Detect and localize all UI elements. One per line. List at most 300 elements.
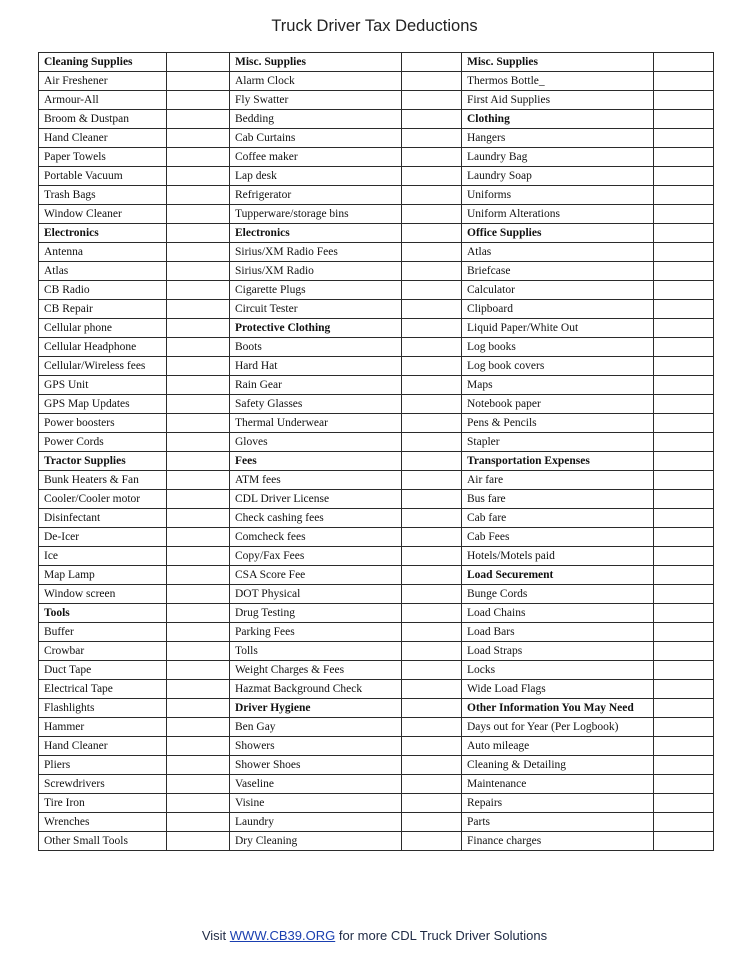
- empty-amount-cell: [402, 680, 462, 699]
- table-row: [39, 604, 714, 623]
- category-header-cell: Load Securement: [462, 566, 654, 585]
- table-row: [39, 53, 714, 72]
- empty-amount-cell: [654, 623, 714, 642]
- item-cell: Safety Glasses: [230, 395, 402, 414]
- item-cell: Cab fare: [462, 509, 654, 528]
- empty-amount-cell: [654, 661, 714, 680]
- empty-amount-cell: [167, 72, 230, 91]
- item-cell: Thermal Underwear: [230, 414, 402, 433]
- empty-amount-cell: [402, 300, 462, 319]
- item-cell: Parts: [462, 813, 654, 832]
- empty-amount-cell: [167, 680, 230, 699]
- table-row: [39, 110, 714, 129]
- item-cell: Hard Hat: [230, 357, 402, 376]
- empty-amount-cell: [402, 509, 462, 528]
- item-cell: Maintenance: [462, 775, 654, 794]
- item-cell: Tupperware/storage bins: [230, 205, 402, 224]
- item-cell: Days out for Year (Per Logbook): [462, 718, 654, 737]
- footer-prefix: Visit: [201, 928, 230, 943]
- item-cell: Antenna: [39, 243, 167, 262]
- empty-amount-cell: [654, 604, 714, 623]
- table-row: [39, 813, 714, 832]
- table-row: [39, 338, 714, 357]
- empty-amount-cell: [167, 471, 230, 490]
- empty-amount-cell: [167, 205, 230, 224]
- category-header-cell: Fees: [230, 452, 402, 471]
- empty-amount-cell: [167, 167, 230, 186]
- item-cell: Bunk Heaters & Fan: [39, 471, 167, 490]
- table-row: [39, 452, 714, 471]
- item-cell: Bunge Cords: [462, 585, 654, 604]
- item-cell: Uniforms: [462, 186, 654, 205]
- item-cell: Circuit Tester: [230, 300, 402, 319]
- item-cell: Refrigerator: [230, 186, 402, 205]
- empty-amount-cell: [402, 718, 462, 737]
- item-cell: Cab Curtains: [230, 129, 402, 148]
- table-row: [39, 205, 714, 224]
- item-cell: Cigarette Plugs: [230, 281, 402, 300]
- item-cell: CB Repair: [39, 300, 167, 319]
- empty-amount-cell: [167, 528, 230, 547]
- empty-amount-cell: [654, 452, 714, 471]
- category-header-cell: Misc. Supplies: [462, 53, 654, 72]
- empty-amount-cell: [167, 262, 230, 281]
- category-header-cell: Cleaning Supplies: [39, 53, 167, 72]
- item-cell: Portable Vacuum: [39, 167, 167, 186]
- document-title: Truck Driver Tax Deductions: [271, 17, 478, 35]
- item-cell: Paper Towels: [39, 148, 167, 167]
- empty-amount-cell: [654, 262, 714, 281]
- item-cell: Maps: [462, 376, 654, 395]
- item-cell: GPS Map Updates: [39, 395, 167, 414]
- table-row: [39, 281, 714, 300]
- item-cell: DOT Physical: [230, 585, 402, 604]
- category-header-cell: Tractor Supplies: [39, 452, 167, 471]
- empty-amount-cell: [654, 357, 714, 376]
- empty-amount-cell: [654, 471, 714, 490]
- empty-amount-cell: [654, 224, 714, 243]
- table-row: [39, 357, 714, 376]
- item-cell: CDL Driver License: [230, 490, 402, 509]
- empty-amount-cell: [402, 129, 462, 148]
- empty-amount-cell: [654, 832, 714, 851]
- item-cell: Log books: [462, 338, 654, 357]
- item-cell: Other Small Tools: [39, 832, 167, 851]
- empty-amount-cell: [167, 300, 230, 319]
- table-row: [39, 832, 714, 851]
- empty-amount-cell: [402, 585, 462, 604]
- item-cell: Crowbar: [39, 642, 167, 661]
- table-row: [39, 471, 714, 490]
- empty-amount-cell: [402, 604, 462, 623]
- empty-amount-cell: [654, 528, 714, 547]
- empty-amount-cell: [402, 72, 462, 91]
- empty-amount-cell: [402, 813, 462, 832]
- empty-amount-cell: [167, 585, 230, 604]
- table-row: [39, 490, 714, 509]
- table-row: [39, 167, 714, 186]
- item-cell: Hand Cleaner: [39, 737, 167, 756]
- empty-amount-cell: [167, 243, 230, 262]
- empty-amount-cell: [167, 756, 230, 775]
- table-row: [39, 642, 714, 661]
- item-cell: Cab Fees: [462, 528, 654, 547]
- category-header-cell: Tools: [39, 604, 167, 623]
- empty-amount-cell: [402, 205, 462, 224]
- item-cell: Hazmat Background Check: [230, 680, 402, 699]
- empty-amount-cell: [402, 319, 462, 338]
- item-cell: GPS Unit: [39, 376, 167, 395]
- item-cell: Pliers: [39, 756, 167, 775]
- empty-amount-cell: [167, 718, 230, 737]
- item-cell: Drug Testing: [230, 604, 402, 623]
- item-cell: Calculator: [462, 281, 654, 300]
- empty-amount-cell: [402, 395, 462, 414]
- item-cell: Laundry Bag: [462, 148, 654, 167]
- empty-amount-cell: [167, 414, 230, 433]
- empty-amount-cell: [654, 490, 714, 509]
- item-cell: Auto mileage: [462, 737, 654, 756]
- empty-amount-cell: [167, 148, 230, 167]
- empty-amount-cell: [167, 357, 230, 376]
- item-cell: CSA Score Fee: [230, 566, 402, 585]
- item-cell: Check cashing fees: [230, 509, 402, 528]
- table-row: [39, 148, 714, 167]
- table-row: [39, 718, 714, 737]
- empty-amount-cell: [167, 547, 230, 566]
- table-row: [39, 680, 714, 699]
- empty-amount-cell: [167, 623, 230, 642]
- empty-amount-cell: [402, 91, 462, 110]
- empty-amount-cell: [402, 53, 462, 72]
- empty-amount-cell: [402, 452, 462, 471]
- item-cell: Cellular/Wireless fees: [39, 357, 167, 376]
- item-cell: Weight Charges & Fees: [230, 661, 402, 680]
- empty-amount-cell: [402, 262, 462, 281]
- deductions-table-body: [39, 53, 714, 851]
- table-row: [39, 699, 714, 718]
- empty-amount-cell: [402, 775, 462, 794]
- table-row: [39, 433, 714, 452]
- empty-amount-cell: [654, 414, 714, 433]
- category-header-cell: Electronics: [39, 224, 167, 243]
- item-cell: Window screen: [39, 585, 167, 604]
- item-cell: Cellular phone: [39, 319, 167, 338]
- table-row: [39, 129, 714, 148]
- empty-amount-cell: [402, 642, 462, 661]
- empty-amount-cell: [402, 528, 462, 547]
- item-cell: Ice: [39, 547, 167, 566]
- item-cell: Alarm Clock: [230, 72, 402, 91]
- empty-amount-cell: [167, 224, 230, 243]
- empty-amount-cell: [654, 718, 714, 737]
- empty-amount-cell: [654, 91, 714, 110]
- table-row: [39, 72, 714, 91]
- empty-amount-cell: [402, 471, 462, 490]
- table-row: [39, 547, 714, 566]
- item-cell: Window Cleaner: [39, 205, 167, 224]
- empty-amount-cell: [167, 661, 230, 680]
- empty-amount-cell: [402, 338, 462, 357]
- item-cell: Power Cords: [39, 433, 167, 452]
- item-cell: Duct Tape: [39, 661, 167, 680]
- category-header-cell: Office Supplies: [462, 224, 654, 243]
- item-cell: Disinfectant: [39, 509, 167, 528]
- item-cell: Comcheck fees: [230, 528, 402, 547]
- empty-amount-cell: [654, 737, 714, 756]
- empty-amount-cell: [402, 110, 462, 129]
- empty-amount-cell: [402, 699, 462, 718]
- item-cell: Load Straps: [462, 642, 654, 661]
- item-cell: Armour-All: [39, 91, 167, 110]
- empty-amount-cell: [167, 699, 230, 718]
- empty-amount-cell: [167, 642, 230, 661]
- empty-amount-cell: [402, 756, 462, 775]
- item-cell: Lap desk: [230, 167, 402, 186]
- empty-amount-cell: [654, 395, 714, 414]
- item-cell: Pens & Pencils: [462, 414, 654, 433]
- item-cell: Visine: [230, 794, 402, 813]
- table-row: [39, 585, 714, 604]
- empty-amount-cell: [654, 53, 714, 72]
- empty-amount-cell: [654, 642, 714, 661]
- item-cell: Fly Swatter: [230, 91, 402, 110]
- empty-amount-cell: [402, 224, 462, 243]
- category-header-cell: Other Information You May Need: [462, 699, 654, 718]
- item-cell: Laundry Soap: [462, 167, 654, 186]
- item-cell: Screwdrivers: [39, 775, 167, 794]
- item-cell: Laundry: [230, 813, 402, 832]
- category-header-cell: Clothing: [462, 110, 654, 129]
- item-cell: Showers: [230, 737, 402, 756]
- empty-amount-cell: [654, 167, 714, 186]
- empty-amount-cell: [402, 794, 462, 813]
- table-row: [39, 224, 714, 243]
- item-cell: Broom & Dustpan: [39, 110, 167, 129]
- empty-amount-cell: [167, 91, 230, 110]
- item-cell: Bus fare: [462, 490, 654, 509]
- empty-amount-cell: [654, 376, 714, 395]
- empty-amount-cell: [167, 509, 230, 528]
- empty-amount-cell: [167, 186, 230, 205]
- empty-amount-cell: [167, 129, 230, 148]
- empty-amount-cell: [654, 338, 714, 357]
- item-cell: De-Icer: [39, 528, 167, 547]
- category-header-cell: Misc. Supplies: [230, 53, 402, 72]
- empty-amount-cell: [654, 110, 714, 129]
- item-cell: Liquid Paper/White Out: [462, 319, 654, 338]
- empty-amount-cell: [654, 319, 714, 338]
- empty-amount-cell: [402, 737, 462, 756]
- empty-amount-cell: [402, 623, 462, 642]
- empty-amount-cell: [402, 357, 462, 376]
- category-header-cell: Transportation Expenses: [462, 452, 654, 471]
- table-row: [39, 566, 714, 585]
- empty-amount-cell: [654, 794, 714, 813]
- empty-amount-cell: [402, 414, 462, 433]
- empty-amount-cell: [167, 794, 230, 813]
- item-cell: Trash Bags: [39, 186, 167, 205]
- table-row: [39, 243, 714, 262]
- empty-amount-cell: [167, 319, 230, 338]
- item-cell: Atlas: [39, 262, 167, 281]
- item-cell: Locks: [462, 661, 654, 680]
- item-cell: Wide Load Flags: [462, 680, 654, 699]
- empty-amount-cell: [654, 509, 714, 528]
- footer: [0, 928, 749, 943]
- empty-amount-cell: [167, 53, 230, 72]
- item-cell: Briefcase: [462, 262, 654, 281]
- empty-amount-cell: [654, 72, 714, 91]
- item-cell: Parking Fees: [230, 623, 402, 642]
- empty-amount-cell: [167, 490, 230, 509]
- table-row: [39, 91, 714, 110]
- item-cell: Shower Shoes: [230, 756, 402, 775]
- empty-amount-cell: [402, 186, 462, 205]
- empty-amount-cell: [167, 338, 230, 357]
- item-cell: Hand Cleaner: [39, 129, 167, 148]
- item-cell: Thermos Bottle_: [462, 72, 654, 91]
- empty-amount-cell: [654, 148, 714, 167]
- table-row: [39, 509, 714, 528]
- empty-amount-cell: [654, 205, 714, 224]
- table-row: [39, 794, 714, 813]
- empty-amount-cell: [654, 775, 714, 794]
- item-cell: Load Bars: [462, 623, 654, 642]
- empty-amount-cell: [654, 680, 714, 699]
- empty-amount-cell: [654, 300, 714, 319]
- empty-amount-cell: [654, 129, 714, 148]
- empty-amount-cell: [654, 813, 714, 832]
- table-row: [39, 661, 714, 680]
- item-cell: Ben Gay: [230, 718, 402, 737]
- empty-amount-cell: [654, 243, 714, 262]
- item-cell: CB Radio: [39, 281, 167, 300]
- category-header-cell: Driver Hygiene: [230, 699, 402, 718]
- item-cell: Sirius/XM Radio: [230, 262, 402, 281]
- item-cell: Clipboard: [462, 300, 654, 319]
- empty-amount-cell: [402, 547, 462, 566]
- item-cell: Stapler: [462, 433, 654, 452]
- category-header-cell: Electronics: [230, 224, 402, 243]
- item-cell: Boots: [230, 338, 402, 357]
- empty-amount-cell: [654, 186, 714, 205]
- item-cell: Buffer: [39, 623, 167, 642]
- empty-amount-cell: [654, 585, 714, 604]
- table-row: [39, 737, 714, 756]
- table-row: [39, 414, 714, 433]
- item-cell: Electrical Tape: [39, 680, 167, 699]
- item-cell: Hotels/Motels paid: [462, 547, 654, 566]
- empty-amount-cell: [167, 604, 230, 623]
- empty-amount-cell: [654, 699, 714, 718]
- empty-amount-cell: [402, 490, 462, 509]
- footer-suffix: for more CDL Truck Driver Solutions: [335, 928, 548, 943]
- item-cell: Vaseline: [230, 775, 402, 794]
- empty-amount-cell: [402, 661, 462, 680]
- empty-amount-cell: [167, 566, 230, 585]
- item-cell: Finance charges: [462, 832, 654, 851]
- item-cell: Atlas: [462, 243, 654, 262]
- empty-amount-cell: [167, 110, 230, 129]
- item-cell: Uniform Alterations: [462, 205, 654, 224]
- empty-amount-cell: [402, 832, 462, 851]
- empty-amount-cell: [167, 281, 230, 300]
- item-cell: Tolls: [230, 642, 402, 661]
- item-cell: Log book covers: [462, 357, 654, 376]
- empty-amount-cell: [654, 433, 714, 452]
- item-cell: Copy/Fax Fees: [230, 547, 402, 566]
- item-cell: Hangers: [462, 129, 654, 148]
- empty-amount-cell: [402, 376, 462, 395]
- item-cell: Rain Gear: [230, 376, 402, 395]
- item-cell: Sirius/XM Radio Fees: [230, 243, 402, 262]
- item-cell: Power boosters: [39, 414, 167, 433]
- empty-amount-cell: [167, 832, 230, 851]
- table-row: [39, 300, 714, 319]
- table-row: [39, 528, 714, 547]
- item-cell: Bedding: [230, 110, 402, 129]
- empty-amount-cell: [167, 376, 230, 395]
- empty-amount-cell: [402, 281, 462, 300]
- empty-amount-cell: [402, 566, 462, 585]
- item-cell: Cleaning & Detailing: [462, 756, 654, 775]
- empty-amount-cell: [167, 813, 230, 832]
- item-cell: Air fare: [462, 471, 654, 490]
- item-cell: First Aid Supplies: [462, 91, 654, 110]
- item-cell: Tire Iron: [39, 794, 167, 813]
- item-cell: Air Freshener: [39, 72, 167, 91]
- table-row: [39, 262, 714, 281]
- item-cell: Wrenches: [39, 813, 167, 832]
- category-header-cell: Protective Clothing: [230, 319, 402, 338]
- empty-amount-cell: [402, 433, 462, 452]
- empty-amount-cell: [402, 167, 462, 186]
- table-row: [39, 376, 714, 395]
- empty-amount-cell: [654, 547, 714, 566]
- footer-link[interactable]: WWW.CB39.ORG: [229, 928, 336, 943]
- empty-amount-cell: [167, 737, 230, 756]
- empty-amount-cell: [654, 566, 714, 585]
- table-row: [39, 395, 714, 414]
- item-cell: Flashlights: [39, 699, 167, 718]
- empty-amount-cell: [167, 395, 230, 414]
- item-cell: Notebook paper: [462, 395, 654, 414]
- empty-amount-cell: [167, 433, 230, 452]
- empty-amount-cell: [654, 756, 714, 775]
- empty-amount-cell: [167, 775, 230, 794]
- item-cell: Repairs: [462, 794, 654, 813]
- table-row: [39, 756, 714, 775]
- item-cell: Cellular Headphone: [39, 338, 167, 357]
- item-cell: Gloves: [230, 433, 402, 452]
- empty-amount-cell: [167, 452, 230, 471]
- item-cell: Map Lamp: [39, 566, 167, 585]
- item-cell: Hammer: [39, 718, 167, 737]
- empty-amount-cell: [402, 243, 462, 262]
- item-cell: Load Chains: [462, 604, 654, 623]
- table-row: [39, 623, 714, 642]
- deductions-table: [38, 52, 714, 851]
- item-cell: Cooler/Cooler motor: [39, 490, 167, 509]
- table-row: [39, 186, 714, 205]
- item-cell: Coffee maker: [230, 148, 402, 167]
- empty-amount-cell: [402, 148, 462, 167]
- table-row: [39, 775, 714, 794]
- item-cell: ATM fees: [230, 471, 402, 490]
- table-row: [39, 319, 714, 338]
- item-cell: Dry Cleaning: [230, 832, 402, 851]
